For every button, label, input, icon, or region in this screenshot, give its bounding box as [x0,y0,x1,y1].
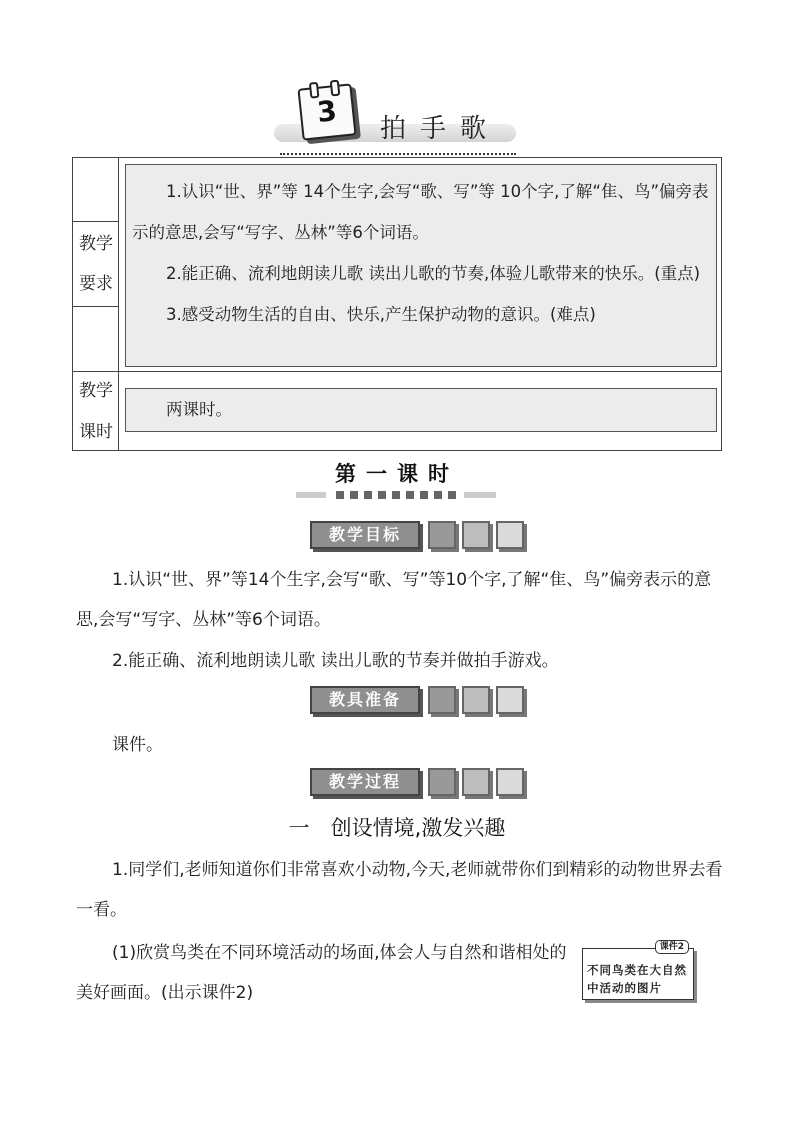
decor-square [392,491,400,499]
calendar-icon [297,83,356,140]
table-divider [73,371,721,372]
decor-bar [296,492,326,498]
tag-block [428,768,456,796]
requirements-table [72,157,722,451]
tag-block [462,521,490,549]
courseware-badge [582,942,694,1000]
process-paragraph: 1.同学们,老师知道你们非常喜欢小动物,今天,老师就带你们到精彩的动物世界去看一看。 [76,860,723,920]
requirement-item: 2.能正确、流利地朗读儿歌 读出儿歌的节奏,体验儿歌带来的快乐。(重点) [166,264,701,283]
decor-square [434,491,442,499]
step-heading: 一 创设情境,激发兴趣 [288,816,506,840]
header-dotted-rule [280,153,516,155]
decor-square [406,491,414,499]
tag-block [496,768,524,796]
process-tag [310,768,525,800]
hours-box: 两课时。 [125,388,717,432]
tag-block [496,521,524,549]
requirements-label-line1: 教学 [79,234,113,254]
decor-square [420,491,428,499]
goal-item: 1.认识“世、界”等14个生字,会写“歌、写”等10个字,了解“隹、鸟”偏旁表示的意思,会写“写字、丛林”等6个词语。 [76,570,712,630]
decor-square [364,491,372,499]
goal-item: 2.能正确、流利地朗读儿歌 读出儿歌的节奏并做拍手游戏。 [112,651,559,671]
lesson-number: 3 [315,94,339,129]
tag-block [496,686,524,714]
tag-block [428,686,456,714]
requirement-item: 1.认识“世、界”等 14个生字,会写“歌、写”等 10个字,了解“隹、鸟”偏旁表示的意思,会写“写字、丛林”等6个词语。 [132,182,709,242]
goals-tag [310,521,525,553]
tag-block [428,521,456,549]
process-tag-label: 教学过程 [310,768,420,796]
decor-square [336,491,344,499]
courseware-text: 不同鸟类在大自然中活动的图片 [587,963,687,995]
goals-tag-label: 教学目标 [310,521,420,549]
decor-bar [464,492,496,498]
table-divider [73,306,119,307]
lesson-title: 拍手歌 [380,114,501,144]
requirement-item: 3.感受动物生活的自由、快乐,产生保护动物的意识。(难点) [166,305,596,324]
decor-square [378,491,386,499]
requirements-label-line2: 要求 [79,274,113,294]
hours-label-line1: 教学 [79,381,113,401]
tools-tag [310,686,525,718]
session-title: 第一课时 [335,462,459,486]
session-decor [296,485,496,505]
process-paragraph: (1)欣赏鸟类在不同环境活动的场面,体会人与自然和谐相处的美好画面。(出示课件2) [76,943,567,1003]
tag-block [462,768,490,796]
tools-text: 课件。 [112,735,163,755]
requirements-box [125,164,717,367]
lesson-header [270,84,520,154]
hours-label-line2: 课时 [79,422,113,442]
courseware-tag: 课件2 [655,940,689,954]
decor-square [350,491,358,499]
decor-square [448,491,456,499]
table-divider [73,221,119,222]
tools-tag-label: 教具准备 [310,686,420,714]
tag-block [462,686,490,714]
